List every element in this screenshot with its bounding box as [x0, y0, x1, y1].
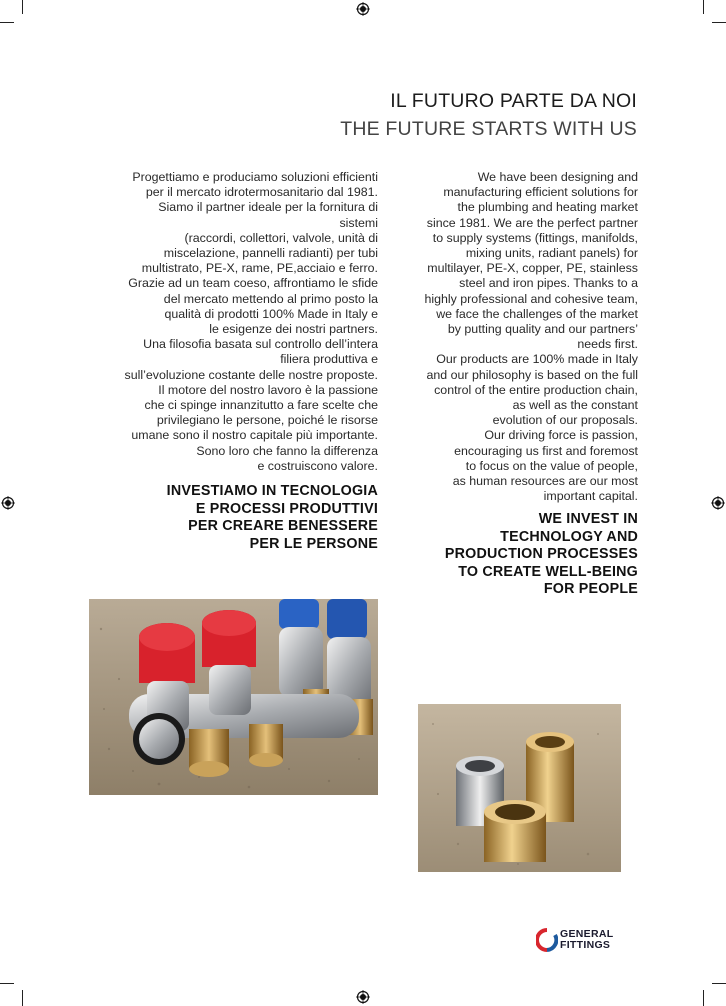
crop-mark-top-right — [703, 0, 704, 14]
body-line: multilayer, PE-X, copper, PE, stainless — [427, 261, 638, 276]
logo-text-line2: FITTINGS — [560, 939, 611, 951]
crop-mark-bottom-left — [22, 990, 23, 1006]
subheading-line: TO CREATE WELL-BEING — [458, 563, 638, 580]
body-line: del mercato mettendo al primo posto la — [163, 291, 378, 306]
subheading-line: PRODUCTION PROCESSES — [444, 546, 638, 562]
body-line: steel and iron pipes. Thanks to a — [459, 276, 638, 291]
body-line: umane sono il nostro capitale più importante. — [131, 428, 378, 443]
body-line: mixing units, radiant panels) for — [465, 246, 638, 261]
crop-mark-top-right-h — [712, 22, 726, 23]
body-italian — [92, 170, 378, 474]
body-line: Our driving force is passion, — [484, 428, 638, 443]
body-line: qualità di prodotti 100% Made in Italy e — [164, 306, 378, 321]
body-line: and our philosophy is based on the full — [426, 367, 638, 382]
logo-mark-icon — [536, 928, 558, 952]
body-line: Grazie ad un team coeso, affrontiamo le sfide — [128, 276, 378, 291]
registration-mark-top-icon — [356, 2, 370, 16]
crop-mark-top-left-h — [0, 22, 14, 23]
body-line: We have been designing and — [477, 170, 638, 184]
subheading-line: PER CREARE BENESSERE — [188, 518, 378, 534]
crop-mark-bottom-right — [703, 990, 704, 1006]
body-line: per il mercato idrotermosanitario dal 1981. — [145, 185, 378, 200]
body-line: che ci spinge innanzitutto a fare scelte che — [144, 398, 378, 413]
logo-text-line1: GENERAL — [560, 928, 614, 940]
body-line: Una filosofia basata sul controllo dell’intera — [143, 337, 378, 352]
body-line: (raccordi, collettori, valvole, unità di — [184, 230, 378, 245]
general-fittings-logo — [536, 928, 636, 954]
subheading-line: TECHNOLOGY AND — [500, 528, 638, 545]
body-line: as human resources are our most — [452, 474, 638, 489]
body-line: since 1981. We are the perfect partner — [426, 215, 638, 230]
body-line: manufacturing efficient solutions for — [443, 185, 638, 200]
subheading-line: E PROCESSI PRODUTTIVI — [195, 500, 378, 517]
body-line: needs first. — [577, 337, 638, 352]
body-line: to supply systems (fittings, manifolds, — [432, 230, 638, 245]
brass-fittings-photo — [418, 704, 621, 872]
body-line: filiera produttiva e — [280, 352, 378, 367]
subheading-line: WE INVEST IN — [538, 511, 638, 527]
body-line: e costruiscono valore. — [257, 458, 378, 473]
body-line: as well as the constant — [512, 398, 638, 413]
body-line: control of the entire production chain, — [434, 382, 638, 397]
body-line: Siamo il partner ideale per la fornitura di — [158, 200, 378, 215]
body-line: Sono loro che fanno la differenza — [196, 443, 378, 458]
subheading-line: PER LE PERSONE — [249, 535, 378, 552]
registration-mark-bottom-icon — [356, 990, 370, 1004]
body-line: sistemi — [339, 215, 378, 230]
valves-photo — [89, 599, 378, 795]
body-line: Il motore del nostro lavoro è la passione — [158, 382, 378, 397]
body-line: Our products are 100% made in Italy — [436, 352, 638, 367]
body-line: multistrato, PE-X, rame, PE,acciaio e ferro. — [141, 261, 378, 276]
crop-mark-bottom-left-h — [0, 983, 14, 984]
body-line: by putting quality and our partners’ — [447, 322, 638, 337]
crop-mark-bottom-right-h — [712, 983, 726, 984]
subheading-line: FOR PEOPLE — [543, 581, 638, 597]
body-line: we face the challenges of the market — [436, 306, 638, 321]
body-line: to focus on the value of people, — [465, 458, 638, 473]
registration-mark-left-icon — [1, 496, 15, 510]
body-line: important capital. — [543, 489, 638, 504]
body-line: sull’evoluzione costante delle nostre proposte. — [124, 367, 378, 382]
subheading-line: INVESTIAMO IN TECNOLOGIA — [166, 483, 378, 499]
body-line: encouraging us first and foremost — [454, 443, 638, 458]
body-line: Progettiamo e produciamo soluzioni efficienti — [132, 170, 378, 184]
title-italian: IL FUTURO PARTE DA NOI — [390, 90, 637, 112]
body-line: miscelazione, pannelli radianti) per tubi — [163, 246, 378, 261]
body-english — [398, 170, 638, 504]
title-english: THE FUTURE STARTS WITH US — [340, 118, 637, 140]
crop-mark-top-left — [22, 0, 23, 14]
subheading-english — [398, 511, 638, 599]
body-line: evolution of our proposals. — [492, 413, 638, 428]
body-line: the plumbing and heating market — [457, 200, 638, 215]
body-line: le esigenze dei nostri partners. — [209, 322, 378, 337]
registration-mark-right-icon — [711, 496, 725, 510]
body-line: highly professional and cohesive team, — [424, 291, 638, 306]
body-line: privilegiano le persone, poiché le risorse — [156, 413, 378, 428]
subheading-italian — [100, 483, 378, 553]
